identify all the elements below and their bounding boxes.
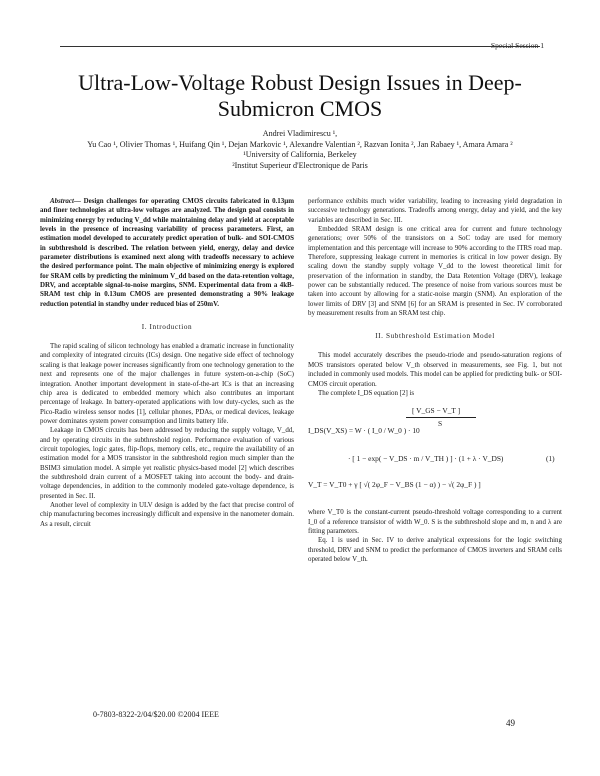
equation-exponent-fraction-bar [406, 417, 476, 418]
intro-paragraph-1: The rapid scaling of silicon technology has enabled a dramatic increase in functionality and complexity of integrated circuits (ICs) design. One negative side effect of technology scaling is that leakage power increases significantly from one technology generation to the next and represents one of the major challenges in future system-on-a-chip (SoC) integration. Another important development in state-of-the-art ICs is that an increasing chip area is dedicated to embedded memory which also contributes an important percentage of leakage. In battery-operated applications with low duty-cycles, such as the Pico-Radio wireless sensor nodes [1], cellular phones, PDAs, or medical devices, leakage power dominates system power consumption and limits battery life. [40, 342, 294, 425]
section-heading-introduction: I. Introduction [141, 323, 193, 332]
abstract-text: — Design challenges for operating CMOS circuits fabricated in 0.13µm and finer technologies at ultra-low voltages are analyzed. The design goal consists in minimizing energy by reducing V_dd while maintaining delay and yield at acceptable levels in the presence of increasing variability of process parameters. First, an estimation model developed to accurately predict operation of bulk- and SOI-CMOS in subthreshold is described. The relation between yield, energy, delay and device parameter distributions is examined next along with tradeoffs necessary to achieve the desired performance point. The main objective of minimizing energy is explored for SRAM cells by predicting the minimum V_dd based on the data-retention voltage, DRV, and acceptable signal-to-noise margins, SNM. Experimental data from a 4kB-SRAM test chip in 0.13um CMOS are presented demonstrating a 90% leakage reduction potential in standby under reduced bias of 250mV. [40, 197, 294, 308]
right-column [308, 197, 562, 564]
author-block [40, 129, 560, 171]
abstract [40, 197, 294, 309]
section-heading-subthreshold: II. Subthreshold Estimation Model [375, 332, 495, 341]
title-line-2: Submicron CMOS [217, 96, 383, 121]
lead-author: Andrei Vladimirescu ¹, [262, 129, 338, 138]
right-paragraph-2: Embedded SRAM design is one critical area for current and future technology generations; over 50% of the transistors on a SoC today are used for memory implementation and this percentage will increase to 90% according to the ITRS road map. Therefore, suppressing leakage current in memories is critical in low power design. By scaling down the standby supply voltage V_dd to the lowest theoretical limit for preservation of the information in standby, the Data Retention Voltage (DRV), leakage power can be substantially reduced. The presence of noise from various sources must be taken into account by allowing for a static-noise margin (SNM). An exploration of the lower limits of DRV [3] and SNM [6] for an SRAM is presented in Sec. IV corroborated by measurement results from an SRAM test chip. [308, 225, 562, 318]
paper-title [40, 70, 560, 122]
header-rule [60, 46, 540, 47]
intro-paragraph-3: Another level of complexity in ULV design is added by the fact that precise control of chip manufacturing becomes increasingly difficult and expensive in the nanometer domain. As a result, circuit [40, 500, 294, 528]
equation-lhs: I_DS(V_XS) = W · ( I_0 / W_0 ) · 10 [308, 426, 420, 436]
equation-threshold-voltage: V_T = V_T0 + γ [ √( 2φ_F − V_BS (1 − α) ) − √( 2φ_F ) ] [308, 480, 481, 490]
copyright-notice: 0-7803-8322-2/04/$20.00 ©2004 IEEE [93, 710, 219, 719]
title-line-1: Ultra-Low-Voltage Robust Design Issues in Deep- [78, 70, 522, 95]
author-list: Yu Cao ¹, Olivier Thomas ¹, Huifang Qin ¹, Dejan Markovic ¹, Alexandre Valentian ², Razvan Ionita ², Jan Rabaey ¹, Amara Amara ² [87, 139, 513, 149]
session-label: Special Session 1 [490, 41, 544, 50]
ids-equation [308, 404, 562, 500]
left-column [40, 197, 294, 529]
intro-paragraph-2: Leakage in CMOS circuits has been addressed by reducing the supply voltage, V_dd, and by operating circuits in the subthreshold region. Performance evaluation of various circuit topologies, logic gates, flip-flops, memory cells, etc., require the availability of an estimation model for a MOS transistor in the subthreshold region much simpler than the BSIM3 simulation model. A simple yet realistic physics-based model [2] which describes the subthreshold drain current of a MOSFET taking into account the body- and drain-voltage dependencies, in addition to the commonly modeled gate-voltage dependence, is presented in Sec. II. [40, 426, 294, 500]
equation-number: (1) [546, 454, 555, 464]
affiliation-2: ²Institut Superieur d'Electronique de Paris [232, 160, 368, 170]
subthreshold-paragraph-3: where V_T0 is the constant-current pseudo-threshold voltage corresponding to a current I_0 of a reference transistor of width W_0. S is the subthreshold slope and m, n and λ are fitting parameters. [308, 508, 562, 535]
page-number: 49 [506, 718, 515, 728]
right-paragraph-1: performance exhibits much wider variability, leading to increasing yield degradation in successive technology generations. Tradeoffs among energy, delay and yield, and the key variables are described in Sec. III. [308, 197, 562, 224]
subthreshold-paragraph-1: This model accurately describes the pseudo-triode and pseudo-saturation regions of MOS transistors operated below V_th observed in measurements, see Fig. 1, but not included in commonly used models. This model can be applied for predicting bulk- or SOI-CMOS circuit operation. [308, 351, 563, 388]
equation-exponent-numerator: [ V_GS − V_T ] [412, 406, 461, 416]
affiliation-1: ¹University of California, Berkeley [243, 150, 357, 160]
subthreshold-paragraph-2: The complete I_DS equation [2] is [318, 388, 415, 397]
subthreshold-paragraph-4: Eq. 1 is used in Sec. IV to derive analytical expressions for the logic switching threshold, DRV and SNM to predict the performance of CMOS inverters and SRAM cells operated below V_th. [308, 536, 562, 563]
equation-bracket-term: · [ 1 − exp( − V_DS · m / V_TH ) ] · (1 + λ · V_DS) [348, 454, 504, 464]
abstract-lead: Abstract [50, 197, 74, 205]
equation-exponent-denominator: S [438, 419, 443, 429]
